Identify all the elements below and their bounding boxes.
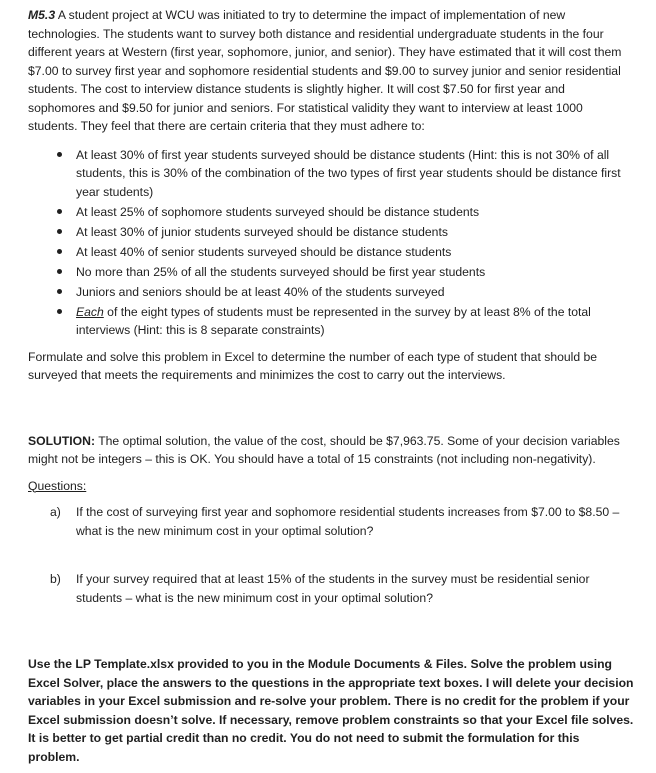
- criterion-text: At least 25% of sophomore students surveyed should be distance students: [76, 204, 480, 219]
- question-a-text: If the cost of surveying first year and sophomore residential students increases from $7.00 to $8.50 – what is the new minimum cost in your optimal solution?: [76, 505, 620, 538]
- criterion-text: At least 40% of senior students surveyed should be distance students: [76, 244, 452, 259]
- question-b-text: If your survey required that at least 15% of the students in the survey must be residential senior students – what is the new minimum cost in your optimal solution?: [76, 572, 590, 605]
- problem-intro: [28, 6, 634, 136]
- criterion-text: At least 30% of junior students surveyed should be distance students: [76, 224, 448, 239]
- formulate-paragraph: Formulate and solve this problem in Excel to determine the number of each type of student that should be surveyed that meets the requirements and minimizes the cost to carry out the interviews.: [28, 349, 598, 382]
- solution-label: SOLUTION:: [28, 433, 96, 448]
- list-item: [76, 283, 634, 302]
- question-a-label: a): [50, 505, 61, 519]
- list-item: [76, 303, 634, 340]
- list-item: [76, 146, 634, 202]
- bullet-icon: [57, 289, 62, 294]
- criterion-text: At least 30% of first year students surveyed should be distance students (Hint: this is not 30% of all students, this is 30% of the combination of the two types of first year students should be distance first year students): [76, 147, 621, 199]
- criterion-text: No more than 25% of all the students surveyed should be first year students: [76, 264, 486, 279]
- list-item: [76, 223, 634, 242]
- bullet-icon: [57, 309, 62, 314]
- criterion-text: Juniors and seniors should be at least 40% of the students surveyed: [76, 284, 445, 299]
- solution-text: The optimal solution, the value of the cost, should be $7,963.75. Some of your decision variables might not be integers – this is OK. You should have a total of 15 constraints (not including non-negativity).: [28, 433, 620, 466]
- questions-heading: Questions:: [28, 478, 87, 493]
- question-a: [28, 503, 634, 540]
- problem-intro-text: A student project at WCU was initiated to try to determine the impact of implementation of new technologies. The students want to survey both distance and residential undergraduate students in the four different years at Western (first year, sophomore, junior, and senior). They have estimated that it will cost them $7.00 to survey first year and sophomore residential students and $9.00 to survey junior and senior residential students. The cost to interview distance students is slightly higher. It will cost $7.50 for first year and sophomores and $9.50 for junior and seniors. For statistical validity they want to interview at least 1000 students. They feel that there are certain criteria that they must adhere to:: [28, 8, 622, 133]
- question-b: [28, 570, 634, 607]
- criteria-list: [28, 146, 634, 340]
- bullet-icon: [57, 269, 62, 274]
- list-item: [76, 263, 634, 282]
- bullet-icon: [57, 249, 62, 254]
- problem-reference: M5.3: [28, 8, 56, 22]
- bullet-icon: [57, 152, 62, 157]
- list-item: [76, 243, 634, 262]
- criterion-emphasis: Each: [76, 304, 104, 319]
- list-item: [76, 203, 634, 222]
- question-b-label: b): [50, 572, 61, 586]
- bullet-icon: [57, 209, 62, 214]
- bullet-icon: [57, 229, 62, 234]
- solution-paragraph: [28, 432, 634, 469]
- instructions-paragraph: Use the LP Template.xlsx provided to you in the Module Documents & Files. Solve the problem using Excel Solver, place the answers to the questions in the appropriate text boxes. I will delete your decision variables in your Excel submission and re-solve your problem. There is no credit for the problem if your Excel submission doesn’t solve. If necessary, remove problem constraints so that your Excel file solves. It is better to get partial credit than no credit. You do not need to submit the formulation for this problem.: [28, 657, 634, 764]
- criterion-text: of the eight types of students must be represented in the survey by at least 8% of the total interviews (Hint: this is 8 separate constraints): [76, 304, 591, 337]
